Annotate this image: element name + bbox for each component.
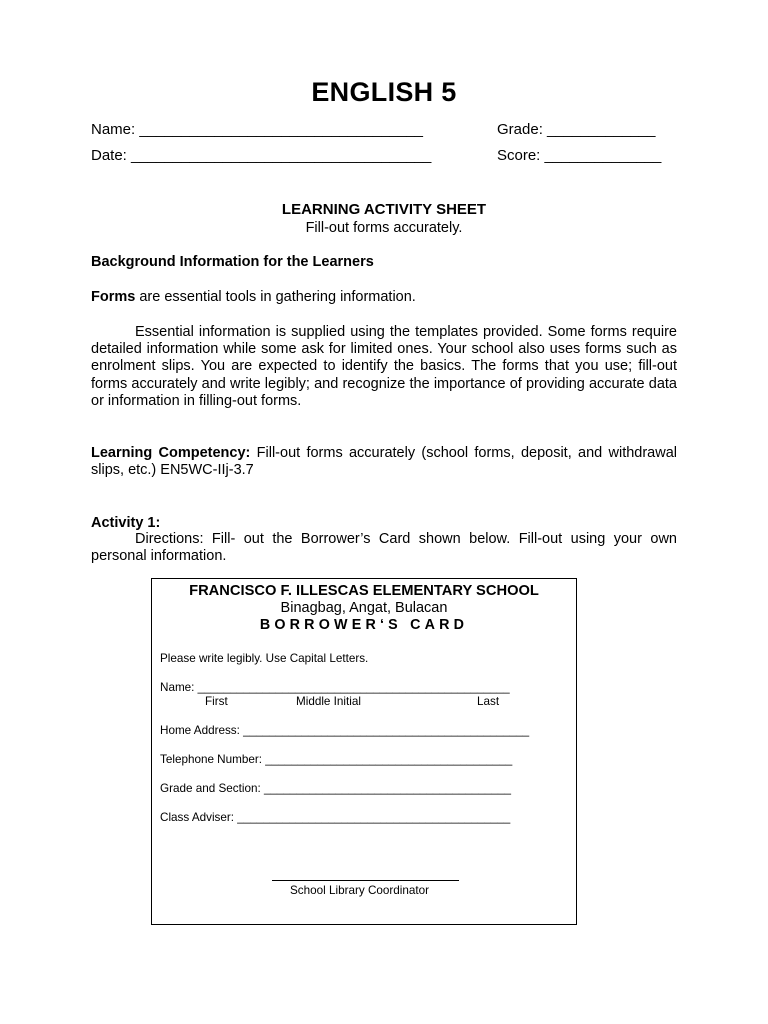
learning-competency	[91, 445, 677, 479]
card-name-first-label: First	[205, 695, 228, 708]
forms-term: Forms	[91, 289, 136, 305]
card-school-address: Binagbag, Angat, Bulacan	[280, 600, 448, 616]
card-name-field[interactable]: Name: ________________________________________________	[160, 681, 510, 694]
card-name-middle-label: Middle Initial	[296, 695, 361, 708]
background-heading: Background Information for the Learners	[91, 254, 374, 270]
score-field[interactable]: Score: ______________	[497, 147, 662, 164]
name-field[interactable]: Name: __________________________________	[91, 121, 423, 138]
card-grade-section-field[interactable]: Grade and Section: ______________________________________	[160, 782, 511, 795]
page-title: ENGLISH 5	[311, 77, 457, 107]
sheet-subheading: Fill-out forms accurately.	[305, 220, 463, 236]
forms-rest: are essential tools in gathering information.	[135, 289, 416, 305]
card-telephone-field[interactable]: Telephone Number: ______________________________________	[160, 753, 513, 766]
card-class-adviser-field[interactable]: Class Adviser: __________________________________________	[160, 811, 511, 824]
background-paragraph-text: Essential information is supplied using the templates provided. Some forms require detailed information while some ask for limited ones. Your school also uses forms such as enrolment slips. You are expected to identify the basics. The forms that you use; fill-out forms accurately and write legibly; and recognize the importance of providing accurate data or information in filling-out forms.	[91, 324, 677, 409]
signature-label: School Library Coordinator	[290, 884, 430, 897]
background-paragraph	[91, 324, 677, 410]
activity-directions	[91, 531, 677, 565]
sheet-heading: LEARNING ACTIVITY SHEET	[281, 201, 487, 218]
card-school-name: FRANCISCO F. ILLESCAS ELEMENTARY SCHOOL	[189, 583, 539, 599]
grade-field[interactable]: Grade: _____________	[497, 121, 656, 138]
signature-line[interactable]	[272, 880, 459, 881]
competency-label: Learning Competency:	[91, 445, 251, 461]
competency-text: Fill-out forms accurately (school forms, deposit, and withdrawal slips, etc.) EN5WC-IIj-3.7	[91, 445, 678, 479]
forms-statement	[91, 289, 416, 305]
card-name-last-label: Last	[477, 695, 500, 708]
borrowers-card	[151, 578, 577, 925]
date-field[interactable]: Date: ____________________________________	[91, 147, 432, 164]
card-home-address-field[interactable]: Home Address: ____________________________________________	[160, 724, 530, 737]
card-instruction: Please write legibly. Use Capital Letters.	[160, 652, 369, 665]
activity-directions-text: Directions: Fill- out the Borrower’s Card shown below. Fill-out using your own personal information.	[91, 531, 677, 565]
card-title: BORROWER‘S CARD	[259, 617, 469, 633]
activity-label: Activity 1:	[91, 515, 161, 531]
